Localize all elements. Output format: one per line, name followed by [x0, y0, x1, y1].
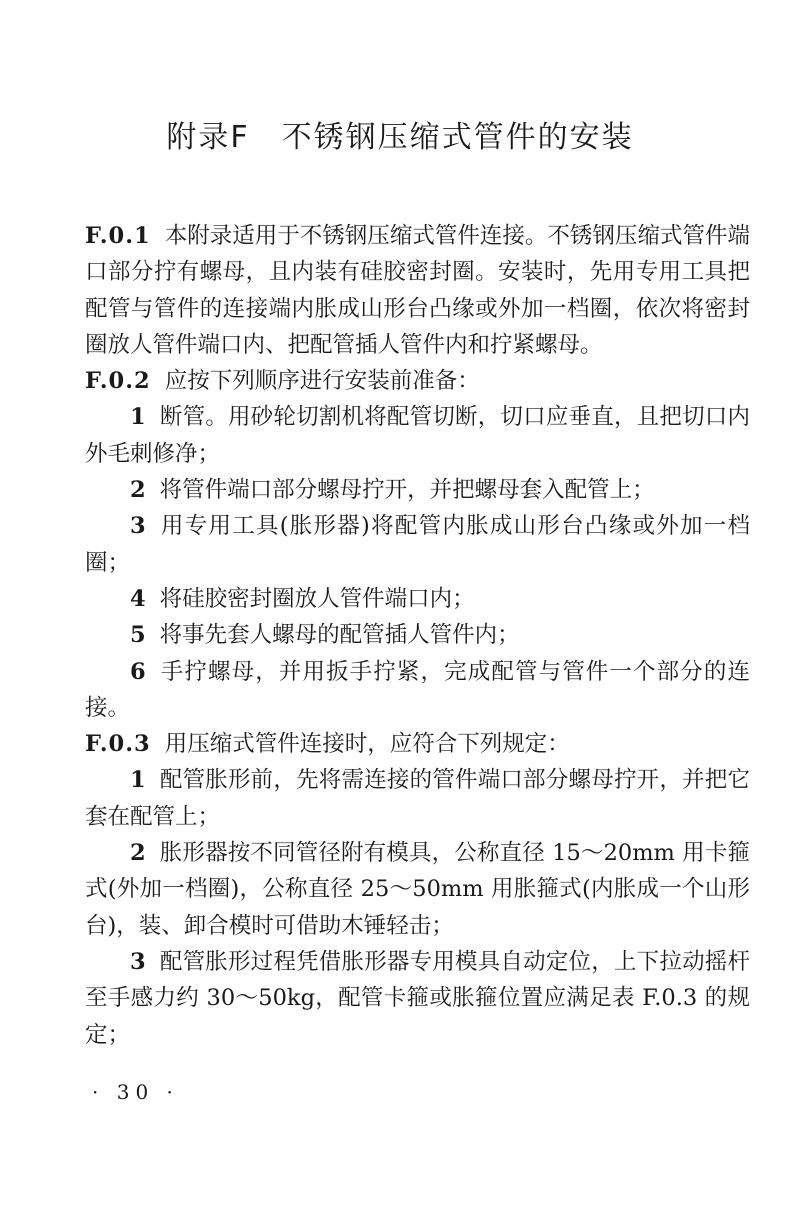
item-number: 6 [130, 658, 146, 685]
list-item [85, 835, 750, 944]
item-text: 配管胀形过程凭借胀形器专用模具自动定位，上下拉动摇杆至手感力约 30～50kg，配管卡箍或胀箍位置应满足表 F.0.3 的规定； [85, 948, 750, 1048]
list-item [85, 472, 750, 508]
list-item [85, 617, 750, 653]
item-text: 将硅胶密封圈放人管件端口内； [159, 585, 475, 612]
item-text: 配管胀形前，先将需连接的管件端口部分螺母拧开，并把它套在配管上； [85, 767, 750, 830]
clause-number: F.0.3 [85, 731, 151, 758]
item-number: 3 [130, 513, 146, 540]
clause-text: 本附录适用于不锈钢压缩式管件连接。不锈钢压缩式管件端口部分拧有螺母，且内装有硅胶密封圈。安装时，先用专用工具把配管与管件的连接端内胀成山形台凸缘或外加一档圈，依次将密封圈放人管件端口内、把配管插人管件内和拧紧螺母。 [85, 223, 750, 358]
list-item [85, 944, 750, 1053]
item-number: 2 [130, 477, 146, 504]
item-text: 手拧螺母，并用扳手拧紧，完成配管与管件一个部分的连接。 [85, 658, 750, 721]
item-number: 3 [130, 948, 146, 975]
list-item [85, 654, 750, 727]
list-item [85, 581, 750, 617]
appendix-title: 附录F 不锈钢压缩式管件的安装 [166, 120, 634, 155]
clause-f01 [85, 218, 750, 363]
clause-f02 [85, 363, 750, 399]
item-text: 用专用工具(胀形器)将配管内胀成山形台凸缘或外加一档圈； [85, 513, 750, 576]
item-text: 将事先套人螺母的配管插人管件内； [159, 622, 520, 649]
item-number: 2 [130, 840, 146, 867]
page-number: · 30 · [92, 1080, 179, 1104]
list-item [85, 399, 750, 472]
item-number: 4 [130, 585, 146, 612]
item-text: 将管件端口部分螺母拧开，并把螺母套入配管上； [159, 477, 655, 504]
clause-f03 [85, 726, 750, 762]
clause-number: F.0.2 [85, 368, 151, 395]
item-number: 5 [130, 622, 146, 649]
body-content [85, 218, 750, 1053]
item-number: 1 [130, 404, 146, 431]
item-text: 胀形器按不同管径附有模具，公称直径 15～20mm 用卡箍式(外加一档圈)，公称直径 25～50mm 用胀箍式(内胀成一个山形台)，装、卸合模时可借助木锤轻击； [85, 840, 750, 939]
list-item [85, 762, 750, 835]
clause-text: 应按下列顺序进行安装前准备： [164, 368, 480, 395]
item-text: 断管。用砂轮切割机将配管切断，切口应垂直，且把切口内外毛刺修净； [85, 404, 750, 467]
list-item [85, 508, 750, 581]
clause-text: 用压缩式管件连接时，应符合下列规定： [164, 731, 570, 758]
item-number: 1 [130, 767, 146, 794]
clause-number: F.0.1 [85, 223, 151, 249]
